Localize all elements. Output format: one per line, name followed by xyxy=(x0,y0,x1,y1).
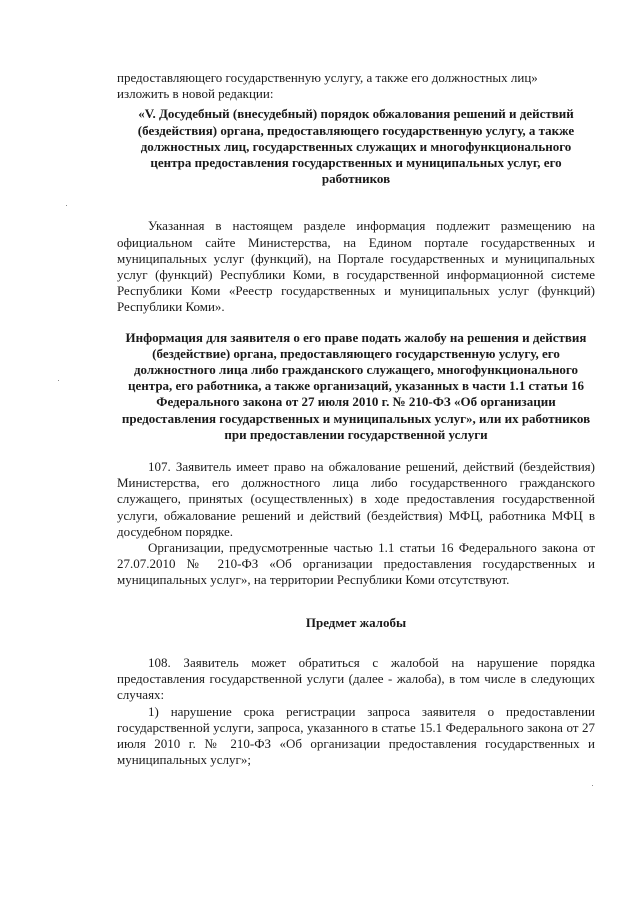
section-title: «V. Досудебный (внесудебный) порядок обжалования решений и действий (бездействия) органа, предоставляющего государственную услугу, а также должностных лиц, государственных служащих и многофункционального центра предоставления государственных и муниципальных услуг, его работников xyxy=(137,106,575,187)
intro-line-1: предоставляющего государственную услугу, а также его должностных лиц» xyxy=(117,70,538,85)
document-body xyxy=(117,70,595,768)
subject-heading: Предмет жалобы xyxy=(305,614,407,630)
scan-speck xyxy=(66,205,67,206)
scan-speck xyxy=(592,785,593,786)
info-paragraph: Указанная в настоящем разделе информация подлежит размещению на официальном сайте Министерства, на Едином портале государственных и муниципальных услуг (функций), на Портале государственных и муниципальных услуг (функций) Республики Коми, в государственной информационной системе Республики Коми «Реестр государственных и муниципальных услуг (функций) Республики Коми». xyxy=(117,218,595,315)
paragraph-108: 108. Заявитель может обратиться с жалобой на нарушение порядка предоставления государственной услуги (далее - жалоба), в том числе в следующих случаях: xyxy=(117,654,595,703)
info-heading: Информация для заявителя о его праве подать жалобу на решения и действия (бездействие) органа, предоставляющего государственную услугу, его должностного лица либо гражданского служащего, многофункционального центра, его работника, а также организаций, указанных в части 1.1 статьи 16 Федерального закона от 27 июля 2010 г. № 210-ФЗ «Об организации предоставления государственных и муниципальных услуг», или их работников при предоставлении государственной услуги xyxy=(121,329,591,442)
paragraph-107: 107. Заявитель имеет право на обжалование решений, действий (бездействия) Министерства, его должностного лица либо государственного гражданского служащего, принятых (осуществленных) в ходе предоставления государственной услуги, обжалование решений и действий (бездействия) МФЦ, работника МФЦ в досудебном порядке. xyxy=(117,459,595,539)
list-item-1: 1) нарушение срока регистрации запроса заявителя о предоставлении государственной услуги, запроса, указанного в статье 15.1 Федерального закона от 27 июля 2010 г. № 210-ФЗ «Об организации предоставления государственных и муниципальных услуг»; xyxy=(117,703,595,768)
scan-speck xyxy=(58,380,59,381)
intro-line-2: изложить в новой редакции: xyxy=(117,86,274,102)
paragraph-organizations: Организации, предусмотренные частью 1.1 статьи 16 Федерального закона от 27.07.2010 № 210-ФЗ «Об организации предоставления государственных и муниципальных услуг», на территории Республики Коми отсутствуют. xyxy=(117,540,595,588)
